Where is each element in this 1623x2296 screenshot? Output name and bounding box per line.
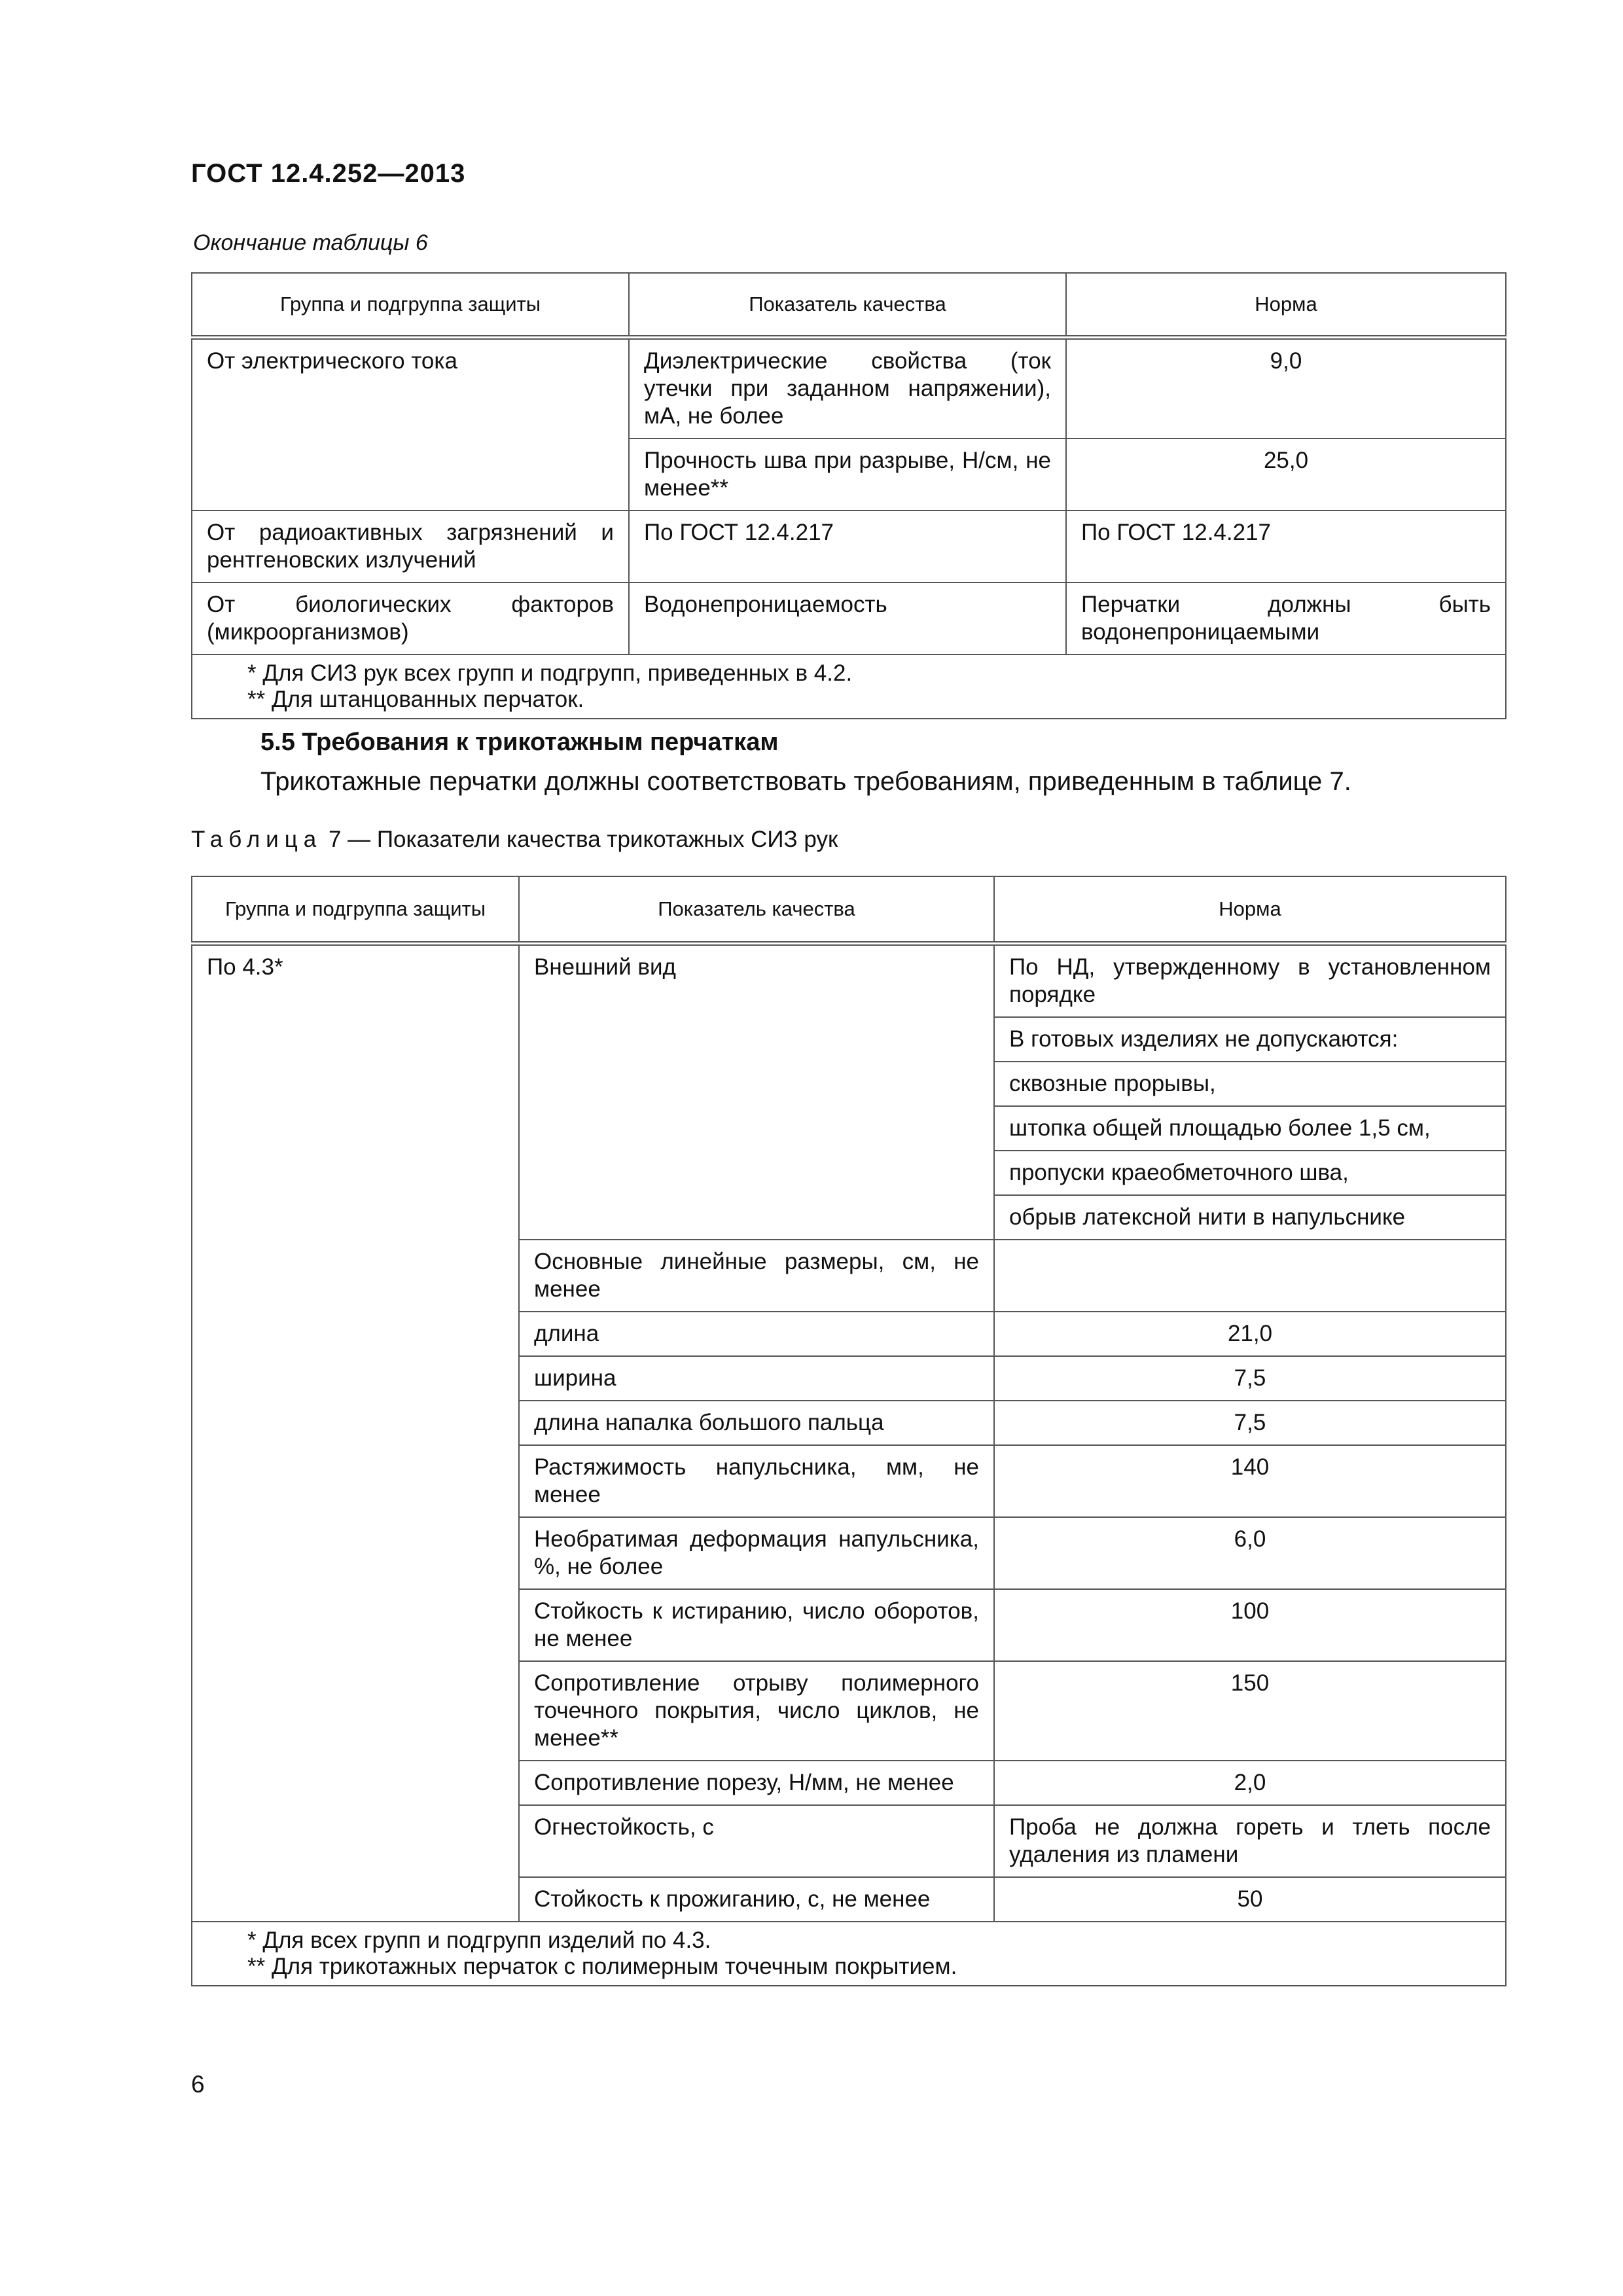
table-cell-indicator: длина [519, 1312, 994, 1356]
table-cell-indicator: Стойкость к прожиганию, с, не менее [519, 1877, 994, 1922]
table-cell-indicator: Огнестойкость, с [519, 1805, 994, 1877]
table-6-header-norm: Норма [1066, 273, 1506, 337]
table-cell-norm: 7,5 [994, 1356, 1506, 1401]
table-cell-norm: 6,0 [994, 1517, 1506, 1589]
table-cell-norm: Проба не должна гореть и тлеть после удаления из пламени [994, 1805, 1506, 1877]
table-6-header-group: Группа и подгруппа защиты [192, 273, 629, 337]
table-cell-norm: Перчатки должны быть водонепроницаемыми [1066, 583, 1506, 655]
table-cell-group: По 4.3* [192, 943, 519, 1922]
table-cell-indicator: Стойкость к истиранию, число оборотов, не менее [519, 1589, 994, 1661]
table-footnotes-row [192, 1922, 1506, 1986]
footnote: * Для СИЗ рук всех групп и подгрупп, приведенных в 4.2. [247, 660, 853, 686]
table-cell-indicator: Сопротивление отрыву полимерного точечного покрытия, число циклов, не менее** [519, 1661, 994, 1761]
footnote: ** Для штанцованных перчаток. [247, 686, 584, 712]
table-cell-norm: 100 [994, 1589, 1506, 1661]
table-6 [191, 272, 1507, 719]
table-7-header-norm: Норма [994, 876, 1506, 943]
table-cell-indicator: Растяжимость напульсника, мм, не менее [519, 1445, 994, 1517]
table-row [192, 583, 1506, 655]
table-6-footnotes [192, 655, 1506, 719]
table-cell-norm: 2,0 [994, 1761, 1506, 1805]
document-header: ГОСТ 12.4.252—2013 [191, 159, 466, 188]
table-cell-norm: 25,0 [1066, 439, 1506, 511]
table-6-header-indicator: Показатель качества [629, 273, 1066, 337]
table-7-caption-word: Таблица [191, 827, 323, 852]
page-number: 6 [191, 2071, 205, 2098]
table-cell-indicator: длина напалка большого пальца [519, 1401, 994, 1445]
table-cell-indicator: Водонепроницаемость [629, 583, 1066, 655]
table-cell-group: От биологических факторов (микроорганизмов) [192, 583, 629, 655]
table-cell-norm: пропуски краеобметочного шва, [994, 1151, 1506, 1195]
footnote: ** Для трикотажных перчаток с полимерным точечным покрытием. [247, 1953, 957, 1979]
table-cell-norm: сквозные прорывы, [994, 1062, 1506, 1106]
section-paragraph: Трикотажные перчатки должны соответствовать требованиям, приведенным в таблице 7. [260, 767, 1351, 796]
section-heading: 5.5 Требования к трикотажным перчаткам [260, 728, 779, 756]
table-cell-norm: штопка общей площадью более 1,5 см, [994, 1106, 1506, 1151]
table-7 [191, 876, 1507, 1986]
table-7-caption [191, 827, 838, 853]
table-cell-norm: По НД, утвержденному в установленном порядке [994, 943, 1506, 1017]
table-cell-norm: В готовых изделиях не допускаются: [994, 1017, 1506, 1062]
table-cell-norm: обрыв латексной нити в напульснике [994, 1195, 1506, 1240]
table-cell-group: От электрического тока [192, 337, 629, 511]
table-row [192, 943, 1506, 1017]
table-7-footnotes [192, 1922, 1506, 1986]
table-7-header-indicator: Показатель качества [519, 876, 994, 943]
table-cell-norm: 150 [994, 1661, 1506, 1761]
table-cell-indicator: Диэлектрические свойства (ток утечки при заданном напряжении), мА, не более [629, 337, 1066, 439]
table-row [192, 511, 1506, 583]
table-cell-norm: По ГОСТ 12.4.217 [1066, 511, 1506, 583]
table-cell-indicator: Необратимая деформация напульсника, %, не более [519, 1517, 994, 1589]
table-cell-norm: 140 [994, 1445, 1506, 1517]
table-cell-norm: 7,5 [994, 1401, 1506, 1445]
table-cell-indicator: Прочность шва при разрыве, Н/см, не менее** [629, 439, 1066, 511]
footnote: * Для всех групп и подгрупп изделий по 4.3. [247, 1927, 711, 1953]
table-cell-norm: 21,0 [994, 1312, 1506, 1356]
table-7-caption-text: 7 — Показатели качества трикотажных СИЗ рук [322, 827, 838, 852]
table-6-caption: Окончание таблицы 6 [193, 230, 428, 255]
table-cell-indicator: Внешний вид [519, 943, 994, 1240]
table-cell-group: От радиоактивных загрязнений и рентгеновских излучений [192, 511, 629, 583]
table-cell-norm: 50 [994, 1877, 1506, 1922]
table-cell-indicator: ширина [519, 1356, 994, 1401]
table-row [192, 337, 1506, 439]
table-cell-indicator: По ГОСТ 12.4.217 [629, 511, 1066, 583]
table-cell-indicator: Основные линейные размеры, см, не менее [519, 1240, 994, 1312]
table-cell-norm [994, 1240, 1506, 1312]
table-footnotes-row [192, 655, 1506, 719]
table-cell-norm: 9,0 [1066, 337, 1506, 439]
table-cell-indicator: Сопротивление порезу, Н/мм, не менее [519, 1761, 994, 1805]
table-7-header-group: Группа и подгруппа защиты [192, 876, 519, 943]
